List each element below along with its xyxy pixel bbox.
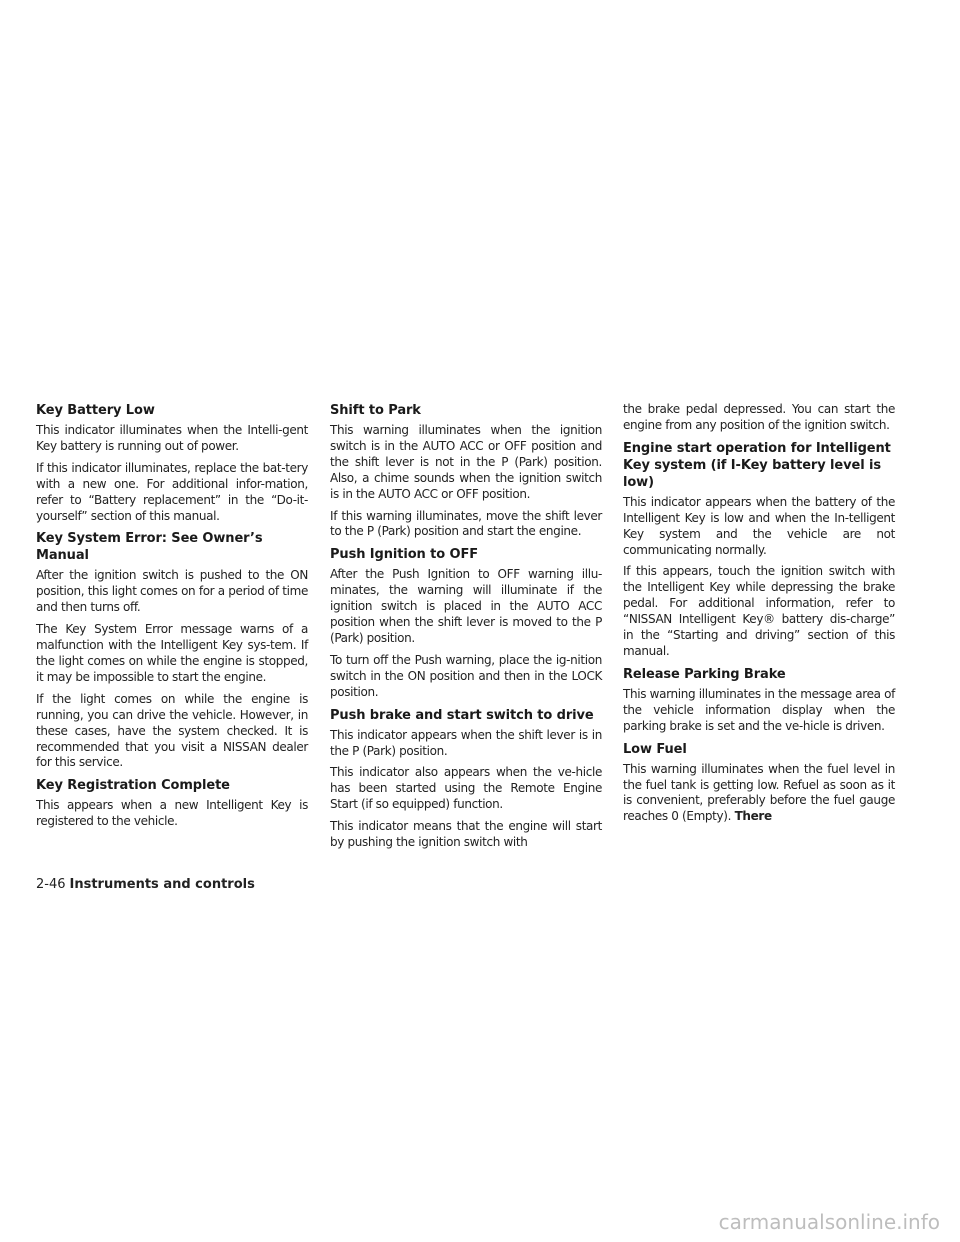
section-heading: Low Fuel bbox=[623, 741, 687, 757]
body-paragraph: This appears when a new Intelligent Key is registered to the vehicle. bbox=[36, 798, 308, 829]
body-paragraph: After the ignition switch is pushed to the ON position, this light comes on for a period of time and then turns off. bbox=[36, 568, 308, 615]
section-heading: Key Registration Complete bbox=[36, 778, 230, 794]
page-footer bbox=[36, 876, 255, 893]
bold-continuation: There bbox=[734, 809, 772, 824]
body-paragraph: This indicator illuminates when the Intelli-gent Key battery is running out of power. bbox=[36, 423, 308, 453]
section-heading: Push Ignition to OFF bbox=[330, 547, 479, 563]
body-paragraph: This warning illuminates in the message area of the vehicle information display when the parking brake is set and the ve-hicle is driven. bbox=[623, 686, 895, 733]
column-middle bbox=[330, 402, 602, 857]
body-paragraph: The Key System Error message warns of a malfunction with the Intelligent Key sys-tem. If the light comes on while the engine is stopped, it may be impossible to start the engine. bbox=[36, 622, 308, 684]
body-paragraph: This indicator also appears when the ve-hicle has been started using the Remote Engine Start (if so equipped) function. bbox=[330, 765, 602, 812]
body-paragraph bbox=[623, 762, 895, 826]
column-left bbox=[36, 402, 308, 836]
paragraph-text: This warning illuminates when the fuel level in the fuel tank is getting low. Refuel as soon as it is convenient, preferably before the fuel gauge reaches 0 (Empty). bbox=[623, 761, 895, 824]
body-paragraph: To turn off the Push warning, place the ig-nition switch in the ON position and then in the LOCK position. bbox=[330, 652, 602, 699]
section-heading: Key System Error: See Owner’s Manual bbox=[36, 531, 263, 564]
section-heading: Push brake and start switch to drive bbox=[330, 707, 594, 723]
body-paragraph: This indicator means that the engine will start by pushing the ignition switch with bbox=[330, 819, 602, 850]
body-paragraph: the brake pedal depressed. You can start the engine from any position of the ignition switch. bbox=[623, 402, 895, 432]
body-paragraph: After the Push Ignition to OFF warning illu-minates, the warning will illuminate if the ignition switch is placed in the AUTO ACC position when the shift lever is moved to the P (Park) position. bbox=[330, 567, 602, 645]
body-paragraph: This warning illuminates when the ignition switch is in the AUTO ACC or OFF position and the shift lever is not in the P (Park) position. Also, a chime sounds when the ignition switch is in the AUTO ACC or OFF position. bbox=[330, 423, 602, 501]
section-heading: Engine start operation for Intelligent Key system (if I-Key battery level is low) bbox=[623, 440, 891, 490]
body-paragraph: If this warning illuminates, move the shift lever to the P (Park) position and start the engine. bbox=[330, 508, 602, 539]
section-title: Instruments and controls bbox=[69, 877, 255, 892]
section-heading: Key Battery Low bbox=[36, 403, 155, 418]
section-heading: Release Parking Brake bbox=[623, 666, 786, 682]
watermark: carmanualsonline.info bbox=[718, 1210, 940, 1234]
column-right bbox=[623, 402, 895, 831]
section-heading: Shift to Park bbox=[330, 403, 421, 418]
body-paragraph: If this indicator illuminates, replace the bat-tery with a new one. For additional infor-mation, refer to “Battery replacement” in the “Do-it-yourself” section of this manual. bbox=[36, 460, 308, 523]
body-paragraph: This indicator appears when the shift lever is in the P (Park) position. bbox=[330, 727, 602, 758]
page-number: 2-46 bbox=[36, 877, 66, 892]
body-paragraph: If this appears, touch the ignition switch with the Intelligent Key while depressing the brake pedal. For additional information, refer to “NISSAN Intelligent Key® battery dis-charge” in the “Starting and driving” section of this manual. bbox=[623, 564, 895, 658]
body-paragraph: If the light comes on while the engine is running, you can drive the vehicle. However, in these cases, have the system checked. It is recommended that you visit a NISSAN dealer for this service. bbox=[36, 691, 308, 770]
body-paragraph: This indicator appears when the battery of the Intelligent Key is low and when the In-telligent Key system and the vehicle are not communicating normally. bbox=[623, 494, 895, 557]
